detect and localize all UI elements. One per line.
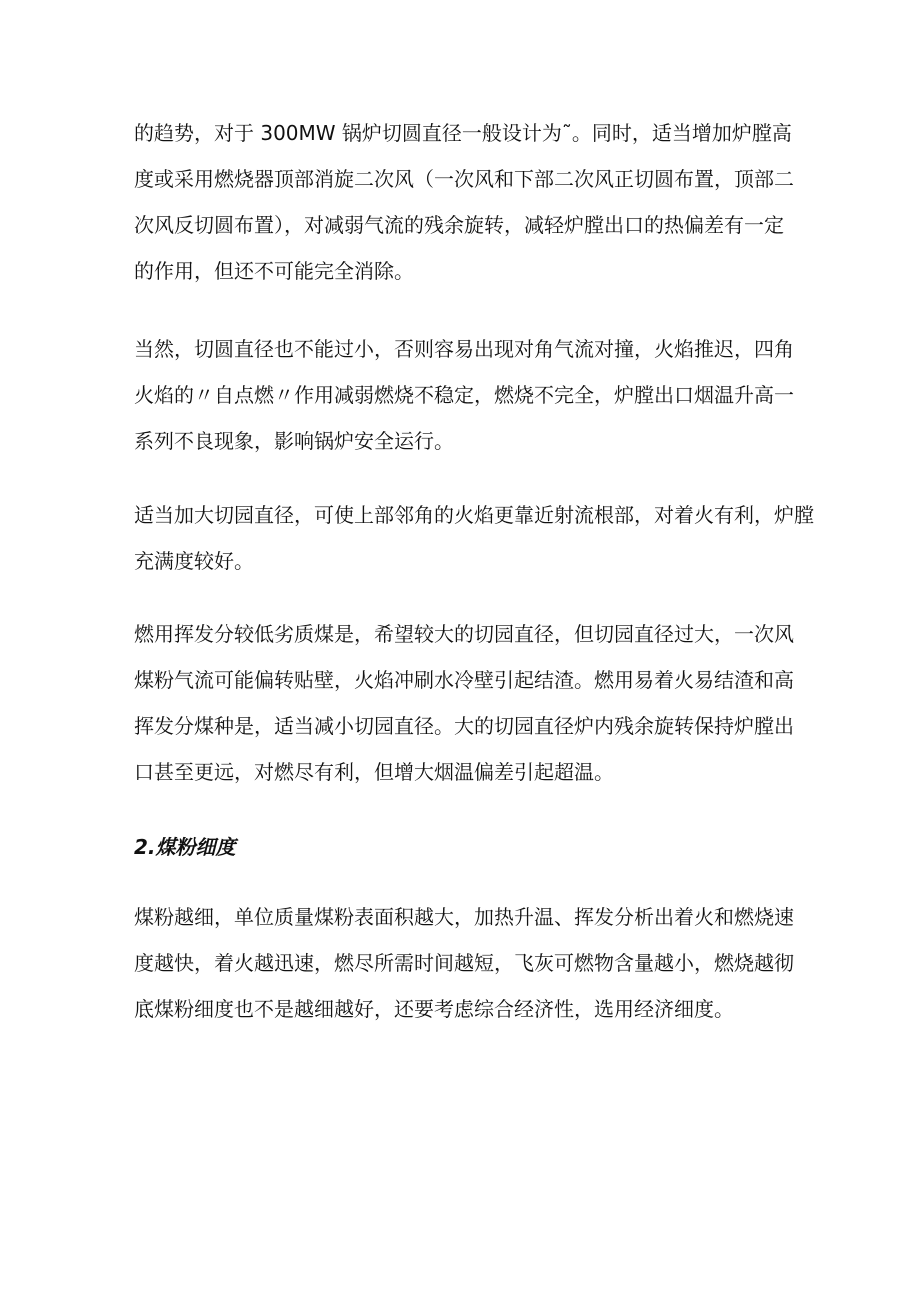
section-heading: 2.煤粉细度: [134, 835, 236, 859]
paragraph-line: 度越快，着火越迅速，燃尽所需时间越短，飞灰可燃物含量越小，燃烧越彻: [134, 951, 794, 975]
paragraph-line: 度或采用燃烧器顶部消旋二次风（一次风和下部二次风正切圆布置，顶部二: [134, 167, 794, 191]
paragraph-low-volatile-coal: [134, 611, 796, 795]
paragraph-line: 的趋势，对于 300MW 锅炉切圆直径一般设计为˜。同时，适当增加炉膛高: [134, 121, 792, 145]
paragraph-line: 适当加大切园直径，可使上部邻角的火焰更靠近射流根部，对着火有利，炉膛: [134, 503, 814, 527]
paragraph-line: 挥发分煤种是，适当减小切园直径。大的切园直径炉内残余旋转保持炉膛出: [134, 714, 794, 738]
paragraph-diameter-too-small: [134, 326, 796, 464]
paragraph-line: 煤粉气流可能偏转贴壁，火焰冲刷水冷壁引起结渣。燃用易着火易结渣和高: [134, 668, 794, 692]
paragraph-cutting-circle-design: [134, 110, 796, 294]
paragraph-line: 煤粉越细，单位质量煤粉表面积越大，加热升温、挥发分析出着火和燃烧速: [134, 905, 794, 929]
paragraph-coal-fineness: [134, 894, 796, 1032]
paragraph-line: 口甚至更远，对燃尽有利，但增大烟温偏差引起超温。: [134, 760, 614, 784]
paragraph-line: 次风反切圆布置），对减弱气流的残余旋转，减轻炉膛出口的热偏差有一定: [134, 213, 784, 237]
paragraph-line: 系列不良现象，影响锅炉安全运行。: [134, 429, 454, 453]
paragraph-line: 充满度较好。: [134, 549, 254, 573]
paragraph-line: 的作用，但还不可能完全消除。: [134, 259, 414, 283]
paragraph-line: 底煤粉细度也不是越细越好，还要考虑综合经济性，选用经济细度。: [134, 997, 734, 1021]
paragraph-line: 燃用挥发分较低劣质煤是，希望较大的切园直径，但切园直径过大，一次风: [134, 622, 794, 646]
paragraph-line: 火焰的〃自点燃〃作用减弱燃烧不稳定，燃烧不完全，炉膛出口烟温升高一: [134, 383, 794, 407]
paragraph-line: 当然，切圆直径也不能过小，否则容易出现对角气流对撞，火焰推迟，四角: [134, 337, 794, 361]
paragraph-increase-diameter: [134, 492, 814, 584]
